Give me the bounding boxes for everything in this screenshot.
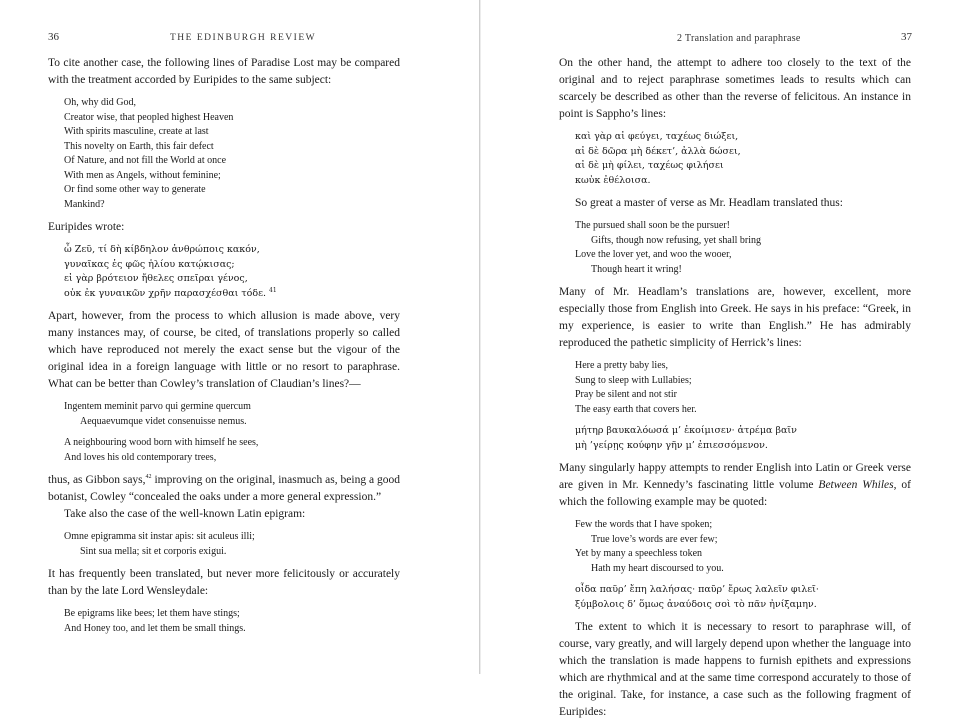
verse-line: οἶδα παῦρ’ ἔπη λαλήσας· παῦρ’ ἔρως λαλεῖν φιλεῖ· <box>575 584 819 595</box>
verse-line: Creator wise, that peopled highest Heaven <box>64 111 234 123</box>
paragraph-text: Many singularly happy attempts to render English into Latin or Greek verse are given in Mr. Kennedy’s fascinating little volume <box>559 462 911 491</box>
verse-line: Mankind? <box>64 198 105 210</box>
verse-line: γυναῖκας ἐς φῶς ἡλίου κατῴκισας; <box>64 258 235 270</box>
verse-line: ξύμβολοις δ’ ὅμως ἀναύδοις σοὶ τὸ πᾶν ἠνίξαμην. <box>575 598 817 610</box>
kennedy-greek-quote <box>575 583 911 612</box>
verse-line: Oh, why did God, <box>64 97 136 108</box>
herrick-greek-quote <box>575 424 911 453</box>
verse-line: Ingentem meminit parvo qui germine quercum <box>64 401 251 412</box>
wensleydale-quote <box>64 607 400 636</box>
cowley-quote <box>64 436 400 465</box>
verse-line: Love the lover yet, and woo the wooer, <box>575 249 732 260</box>
verse-line: καὶ γὰρ αἰ φεύγει, ταχέως διώξει, <box>575 131 739 142</box>
verse-line: With men as Angels, without feminine; <box>64 169 221 181</box>
verse-line: αἰ δὲ μὴ φίλει, ταχέως φιλήσει <box>575 160 724 171</box>
paragraph: So great a master of verse as Mr. Headlam translated thus: <box>575 197 843 209</box>
latin-epigram-quote <box>64 530 400 559</box>
verse-line: The pursued shall soon be the pursuer! <box>575 220 730 231</box>
left-page <box>0 0 480 674</box>
paragraph-text: thus, as Gibbon says, <box>48 474 146 486</box>
paragraph: To cite another case, the following lines of Paradise Lost may be compared with the treatment accorded by Euripides to the same subject: <box>48 57 400 86</box>
verse-line: Sung to sleep with Lullabies; <box>575 374 692 386</box>
claudian-latin-quote <box>64 400 400 429</box>
paragraph: Take also the case of the well-known Latin epigram: <box>64 508 306 520</box>
verse-line: Though heart it wring! <box>591 263 682 275</box>
milton-quote <box>64 96 400 212</box>
right-page <box>480 0 960 718</box>
running-head: 2 Translation and paraphrase <box>677 33 801 44</box>
verse-line: And loves his old contemporary trees, <box>64 451 217 463</box>
verse-line: The easy earth that covers her. <box>575 403 697 415</box>
verse-line: Few the words that I have spoken; <box>575 519 713 530</box>
verse-line: Yet by many a speechless token <box>575 548 703 559</box>
verse-line: ὦ Ζεῦ, τί δὴ κίβδηλον ἀνθρώποις κακόν, <box>64 244 260 255</box>
paragraph <box>48 472 400 506</box>
verse-line: Here a pretty baby lies, <box>575 360 669 371</box>
verse-line: Gifts, though now refusing, yet shall bring <box>591 234 761 246</box>
verse-line: With spirits masculine, create at last <box>64 126 209 137</box>
paragraph: Apart, however, from the process to which allusion is made above, very many instances may, of course, be cited, of translations properly so called which have reproduced not merely the exact sense but the vigour of the original idea in a foreign language with little or no resort to paraphrase. What can be better than Cowley’s translation of Claudian’s lines?— <box>48 310 400 390</box>
paragraph: The extent to which it is necessary to resort to paraphrase will, of course, vary greatly, and will largely depend upon whether the language into which the translation is made happens to furnish epithets and expressions which are rhythmical and at the same time correspond accurately to those of the original. Take, for instance, a case such as the following fragment of Euripides: <box>559 621 911 718</box>
paragraph-text: improving on the original, inasmuch as, being a good botanist, Cowley “concealed the oaks under a more general expression.” <box>48 474 401 503</box>
verse-line <box>64 287 400 302</box>
verse-line: αἰ δὲ δῶρα μὴ δέκετ’, ἀλλὰ δώσει, <box>575 145 741 157</box>
kennedy-quote <box>575 518 911 576</box>
verse-line: Sint sua mella; sit et corporis exigui. <box>80 545 227 557</box>
book-title: Between Whiles <box>818 479 894 491</box>
verse-line: μήτηρ βαυκαλόωσά μ’ ἐκοίμισεν· ἀτρέμα βαῖν <box>575 425 797 436</box>
verse-text: οὐκ ἐκ γυναικῶν χρῆν παρασχέσθαι τόδε. <box>64 287 267 299</box>
verse-line: Pray be silent and not stir <box>575 389 677 400</box>
paragraph-text: , of which the following example may be quoted: <box>559 479 911 508</box>
verse-line: κωὐκ ἐθέλοισα. <box>575 174 651 186</box>
running-head: THE EDINBURGH REVIEW <box>170 33 317 43</box>
verse-line: μὴ ’γείρῃς κούφην γῆν μ’ ἐπιεσσόμενον. <box>575 439 768 451</box>
verse-line: εἰ γὰρ βρότειον ἤθελες σπεῖραι γένος, <box>64 273 248 284</box>
verse-line: Omne epigramma sit instar apis: sit aculeus illi; <box>64 531 255 542</box>
herrick-quote <box>575 359 911 417</box>
verse-line: Or find some other way to generate <box>64 184 206 195</box>
headlam-quote <box>575 219 911 277</box>
page-number: 36 <box>48 31 59 43</box>
paragraph: On the other hand, the attempt to adhere too closely to the text of the original and to reject paraphrase sometimes leads to results which can scarcely be described as other than the reverse of felicitous. An instance in point is Sappho’s lines: <box>559 57 911 120</box>
verse-line: Of Nature, and not fill the World at once <box>64 155 227 166</box>
footnote-marker[interactable]: 41 <box>269 286 277 294</box>
verse-line: True love’s words are ever few; <box>591 533 718 545</box>
left-page-body <box>48 55 400 643</box>
footnote-marker[interactable]: 42 <box>145 474 152 481</box>
verse-line: And Honey too, and let them be small things. <box>64 622 246 634</box>
paragraph: It has frequently been translated, but never more felicitously or accurately than by the late Lord Wensleydale: <box>48 568 400 597</box>
euripides-greek-quote <box>64 243 400 301</box>
paragraph <box>559 460 911 511</box>
page-number: 37 <box>901 31 912 43</box>
paragraph: Euripides wrote: <box>48 221 125 233</box>
right-page-body <box>559 55 911 728</box>
verse-line: A neighbouring wood born with himself he sees, <box>64 437 259 448</box>
verse-line: Be epigrams like bees; let them have stings; <box>64 608 240 619</box>
verse-line: Hath my heart discoursed to you. <box>591 562 724 574</box>
verse-line: This novelty on Earth, this fair defect <box>64 140 214 152</box>
paragraph: Many of Mr. Headlam’s translations are, however, excellent, more especially those from English into Greek. He says in his preface: “Greek, in my experience, is easier to write than English.” He has admirably reproduced the pathetic simplicity of Herrick’s lines: <box>559 286 911 349</box>
sappho-greek-quote <box>575 130 911 188</box>
verse-line: Aequaevumque videt consenuisse nemus. <box>80 415 247 427</box>
